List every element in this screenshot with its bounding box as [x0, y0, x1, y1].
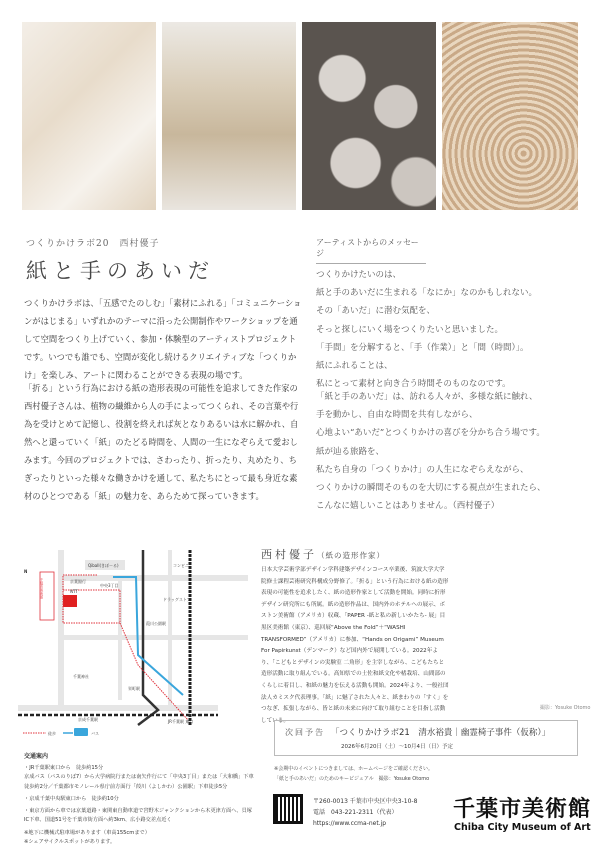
museum-marker [63, 595, 77, 607]
map-label: 京成千葉駅 [78, 717, 98, 722]
photo-paper-pulp [442, 22, 578, 210]
map-label: 栄町駅 [128, 686, 140, 691]
message-stanza-2 [316, 388, 596, 515]
artist-role: （紙の造形作家） [317, 551, 385, 560]
address: 〒260-0013 千葉市中央区中央3-10-8 [313, 798, 418, 805]
map-label: コンビニ [173, 563, 189, 568]
message-line: つくりかけの瞬間そのものを大切にする視点が生まれたら、 [316, 483, 546, 494]
bus-icon [74, 728, 88, 736]
message-line: そっと探しにいく場をつくりたいと思いました。 [316, 324, 504, 335]
intro-paragraph-1: つくりかけラボは、「五感でたのしむ」「素材にふれる」「コミュニケーションがはじまる」いずれかのテーマに沿った公開制作やワークショップを通して空間をつくり上げていく、参加・体験型のアーティストプロジェクトです。いつでも誰でも、空間が変化し続けるクリエイティブな「つくりかけ」を楽しみ、アートに関わることができる表現の場です。 [24, 298, 302, 380]
message-line: 「手間」を分解すると、「手（作業）」と「間（時間）」。 [316, 342, 529, 353]
walk-legend-label: 徒歩 [48, 731, 56, 736]
message-line: 心地よい“あいだ”とつくりかけの喜びを分かち合う場です。 [316, 428, 545, 439]
access-item: ・京成千葉中央駅東口から 徒歩約10分 [24, 795, 119, 802]
photo-paper-fibers [162, 22, 296, 210]
access-map [18, 545, 248, 740]
map-label: 千葉神社 [73, 674, 89, 679]
contact-info [313, 796, 417, 829]
project-subtitle: つくりかけラボ20 西村優子 [26, 239, 160, 249]
photo-paper-rolls [22, 22, 156, 210]
north-label: N [24, 569, 28, 574]
page-title: 紙と手のあいだ [26, 259, 215, 283]
next-title: 「つくりかけラボ21 清水裕貴｜幽霊椅子事件（仮称）」 [331, 728, 551, 738]
message-stanza-1 [316, 266, 596, 393]
message-line: 紙と手のあいだに生まれる「なにか」なのかもしれない。 [316, 288, 538, 299]
message-line: 私にとって素材と向き合う時間そのものなのです。 [316, 379, 511, 390]
next-exhibition-box [274, 720, 578, 756]
map-label: Qiball(きぼーる) [88, 563, 119, 568]
phone: 電話 043-221-2311（代表） [313, 809, 398, 816]
artist-name: 西村優子 [261, 548, 317, 561]
museum-label: 千葉市美術館 [40, 578, 44, 599]
map-label: JR千葉駅 東口 [168, 719, 194, 724]
artist-bio: 日本大学芸術学部デザイン学科建築デザインコース卒業後、筑波大学大学院修士課程芸術研究科構成分野修了。「折る」という行為における紙の造形表現の可能性を追求したく、紙の造形作家として活動を開始。同時に折形デザイン研究所にも所属。紙の造形作品は、国内外のホテルへの展示、ボストン美術館（アメリカ）収蔵、「PAPER -紙と私の新しいかたち- 展」目黒区美術館（東京）、巡回展“Above the Fold”＋“WASHI TRANSFORMED”（アメリカ）に参加、“Hands on Origami” Museum For Papirkunst（デンマーク）など国内外で展開している。2022年より、「こどもとデザインの実験室 二角形」を主宰しながら、こどもたちと造形活動に取り組んでいる。高知県での土佐和紙文化や楮栽培、山間部のくらしに着目し、和紙の魅力を伝える活動も開始。2024年より、一般社団法人カミスク代表理事。「紙」に魅了された人々と、紙まわりの「すく」をつなぎ、拡張しながら、皆と紙の未来に向けて取り組むことを目指し活動している。 [261, 567, 449, 724]
map-label: 葭川公園駅 [146, 621, 166, 626]
message-line: 紙にふれることは、 [316, 361, 393, 372]
message-line: つくりかけたいのは、 [316, 270, 402, 280]
map-label: ドラッグストア [163, 597, 191, 602]
access-item: ※シェアサイクルスポットがあります。 [24, 839, 116, 846]
bus-legend-label: バス [91, 731, 99, 736]
artist-heading [261, 546, 385, 562]
next-label: 次回予告 [285, 728, 325, 737]
map-label: 中央3丁目 [100, 583, 119, 588]
access-item: ・東京方面から車では京葉道路・東関東自動車道で宮野木ジャンクションから木更津方面へ、貝塚IC下車、国道51号を千葉市街方面へ約3km、広小路交差点近く [24, 808, 252, 824]
access-item: 京成バス（バスのりば7）から大学病院行または南矢作行にて「中央3丁目」または「大和橋」下車徒歩約2分／千葉都市モノレール県庁前方面行「葭川（よしかわ）公園駅」下車徒歩5分 [24, 774, 254, 790]
message-line: 紙が辿る旅路を、 [316, 446, 385, 457]
note-line: ※会期中のイベントにつきましては、ホームページをご確認ください。 [274, 766, 433, 772]
photo-credit: 撮影：Yosuke Otomo [540, 705, 591, 711]
intro-paragraph-2: 「折る」という行為における紙の造形表現の可能性を追求してきた作家の西村優子さんは、植物の繊維から人の手によってつくられ、その言葉や行為を受けとめて記憶し、役割を終えれば灰となりあるいは水に解かれ、自然へと還っていく「紙」のたどる時間を、人間の一生になぞらえて愛おしみます。今回のプロジェクトでは、さわったり、折ったり、丸めたり、ちぎったりといった様々な働きかけを通して、私たちにとって最も身近な素材のひとつである「紙」の魅力を、あらためて探っていきます。 [24, 383, 299, 501]
museum-logo-en: Chiba City Museum of Art [454, 822, 591, 833]
message-heading: アーティストからのメッセージ [316, 237, 426, 264]
access-item: ・JR千葉駅東口から 徒歩約15分 [24, 765, 104, 771]
note-line: 「紙と手のあいだ」のためのキービジュアル 撮影：Yosuke Otomo [274, 776, 430, 782]
notes [274, 764, 433, 784]
access-list [24, 764, 254, 847]
access-heading: 交通案内 [24, 753, 49, 760]
map-label: NTT [70, 589, 78, 594]
next-dates: 2026年6月20日（土）～10月4日（日）予定 [341, 744, 453, 750]
access-item: ※地下に機械式駐車場があります（車高155cmまで） [24, 829, 150, 836]
message-line: 「紙と手のあいだ」は、訪れる人々が、多様な紙に触れ、 [316, 392, 538, 402]
message-line: その「あいだ」に潜む気配を、 [316, 306, 436, 317]
artist-photo [457, 546, 577, 701]
message-line: 手を動かし、自由な時間を共有しながら、 [316, 410, 478, 421]
qr-code[interactable] [273, 794, 303, 824]
photo-paper-balls [302, 22, 436, 210]
message-line: 私たち自身の「つくりかけ」の人生になぞらえながら、 [316, 464, 529, 475]
website-link[interactable]: https://www.ccma-net.jp [313, 820, 387, 827]
message-line: こんなに嬉しいことはありません。（西村優子） [316, 501, 500, 512]
museum-logo-ja: 千葉市美術館 [453, 797, 592, 822]
map-label: 京葉銀行 [70, 579, 86, 584]
